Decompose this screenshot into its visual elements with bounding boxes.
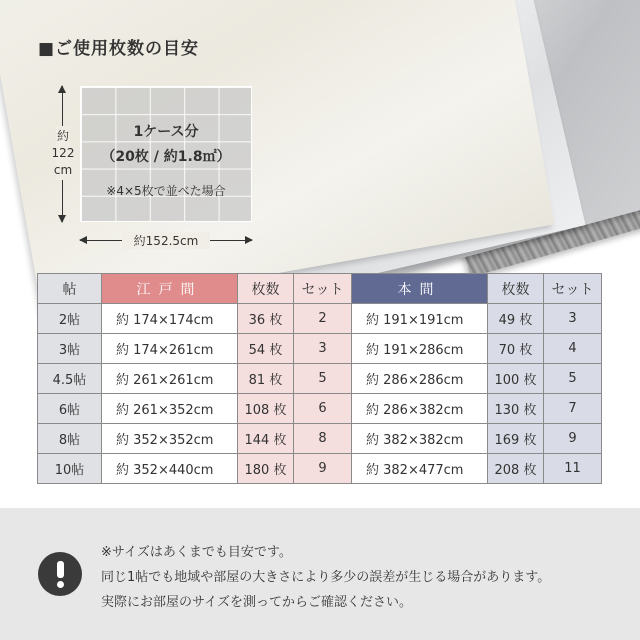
cell-hon-set: 7	[544, 394, 602, 424]
cell-hon-count: 208 枚	[488, 454, 544, 484]
cell-edo-set: 9	[294, 454, 352, 484]
cell-hon-size: 約 191×191cm	[352, 304, 488, 334]
layout-note: ※4×5枚で並べた場合	[106, 184, 226, 198]
header-tatami: 帖	[38, 274, 102, 304]
case-label: 1ケース分	[133, 124, 199, 140]
table-row	[38, 394, 602, 424]
table-row	[38, 334, 602, 364]
cell-edo-size: 約 261×261cm	[102, 364, 238, 394]
table-row	[38, 424, 602, 454]
table-row	[38, 364, 602, 394]
cell-hon-count: 100 枚	[488, 364, 544, 394]
header-edo-count: 枚数	[238, 274, 294, 304]
cell-hon-set: 3	[544, 304, 602, 334]
cell-edo-size: 約 352×352cm	[102, 424, 238, 454]
cell-hon-size: 約 382×382cm	[352, 424, 488, 454]
notice-line: 同じ1帖でも地域や部屋の大きさにより多少の誤差が生じる場合があります。	[101, 570, 551, 585]
cell-edo-count: 81 枚	[238, 364, 294, 394]
cell-hon-count: 70 枚	[488, 334, 544, 364]
cell-edo-count: 180 枚	[238, 454, 294, 484]
cell-hon-set: 11	[544, 454, 602, 484]
cell-hon-size: 約 191×286cm	[352, 334, 488, 364]
cell-hon-set: 5	[544, 364, 602, 394]
cell-edo-count: 108 枚	[238, 394, 294, 424]
case-quantity: （20枚 / 約1.8㎡）	[101, 149, 231, 165]
cell-hon-count: 169 枚	[488, 424, 544, 454]
cell-hon-set: 9	[544, 424, 602, 454]
header-hon-count: 枚数	[488, 274, 544, 304]
section-heading: ■ご使用枚数の目安	[38, 39, 200, 59]
cell-edo-size: 約 352×440cm	[102, 454, 238, 484]
cell-hon-count: 130 枚	[488, 394, 544, 424]
cell-tatami: 4.5帖	[38, 364, 102, 394]
cell-edo-set: 3	[294, 334, 352, 364]
height-dimension-label: 約 122 cm	[51, 129, 75, 177]
cell-hon-set: 4	[544, 334, 602, 364]
notice-line: ※サイズはあくまでも目安です。	[101, 545, 292, 560]
cell-tatami: 2帖	[38, 304, 102, 334]
cell-tatami: 10帖	[38, 454, 102, 484]
cell-hon-size: 約 286×286cm	[352, 364, 488, 394]
header-edo-set: セット	[294, 274, 352, 304]
cell-edo-size: 約 174×261cm	[102, 334, 238, 364]
cell-tatami: 8帖	[38, 424, 102, 454]
cell-edo-size: 約 261×352cm	[102, 394, 238, 424]
cell-edo-count: 54 枚	[238, 334, 294, 364]
cell-edo-size: 約 174×174cm	[102, 304, 238, 334]
cell-edo-set: 2	[294, 304, 352, 334]
cell-edo-set: 8	[294, 424, 352, 454]
header-hon-set: セット	[544, 274, 602, 304]
exclamation-icon	[38, 552, 82, 596]
header-edo: 江戸間	[102, 274, 238, 304]
width-dimension-label: 約152.5cm	[122, 232, 210, 249]
cell-tatami: 3帖	[38, 334, 102, 364]
cell-edo-set: 6	[294, 394, 352, 424]
cell-hon-size: 約 382×477cm	[352, 454, 488, 484]
cell-tatami: 6帖	[38, 394, 102, 424]
cell-edo-count: 144 枚	[238, 424, 294, 454]
notice-line: 実際にお部屋のサイズを測ってからご確認ください。	[101, 595, 412, 610]
usage-table	[37, 273, 602, 484]
table-row	[38, 454, 602, 484]
table-header-row	[38, 274, 602, 304]
cell-edo-set: 5	[294, 364, 352, 394]
table-row	[38, 304, 602, 334]
cell-hon-size: 約 286×382cm	[352, 394, 488, 424]
cell-edo-count: 36 枚	[238, 304, 294, 334]
header-hon: 本間	[352, 274, 488, 304]
cell-hon-count: 49 枚	[488, 304, 544, 334]
